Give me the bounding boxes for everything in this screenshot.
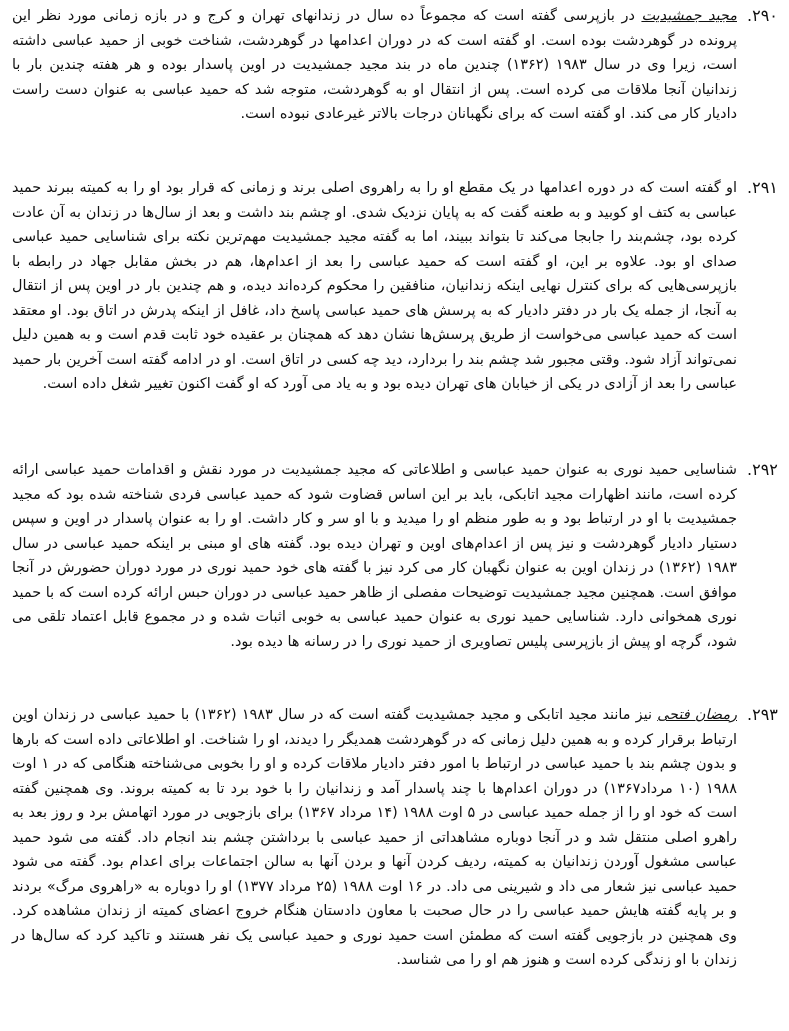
paragraph-body: شناسایی حمید نوری به عنوان حمید عباسی و اطلاعاتی که مجید جمشیدیت در مورد نقش و اقدامات حمید عباسی ارائه کرده است، مانند اظهارات مجید اتابکی، باید بر این اساس قضاوت شود که حمید عباسی فردی شناخته شده بود که مجید جمشیدیت با او در ارتباط بود و به طور منظم او را میدید و با او سر و کار داشت. او را به عنوان پاسدار در اوین و سپس دستیار دادیار گوهردشت و نیز پس از اعدام‌های اوین و تهران دیده بود. گفته های او مبنی بر اینکه حمید عباسی در سال ۱۹۸۳ (۱۳۶۲) در زندان اوین به عنوان نگهبان کار می کرد نیز با گفته های خود حمید نوری در مورد دوران حضورش در آنجا موافق است. همچنین مجید جمشیدیت توضیحات مفصلی از ظاهر حمید عباسی در دوران حبس ارائه کرده است که با حمید نوری همخوانی دارد. شناسایی حمید نوری به عنوان حمید عباسی به خوبی اثبات شده و در مجموع قابل اعتماد تلقی می شود، گرچه او پیش از بازپرسی پلیس تصاویری از حمید نوری را در رسانه ها دیده بود. [12, 462, 738, 650]
witness-name: مجید جمشیدیت [641, 8, 737, 24]
paragraph-body: در بازپرسی گفته است که مجموعاً ده سال در زندانهای تهران و کرج و در بازه زمانی مورد نظر این پرونده در گوهردشت بوده است. او گفته است که در دوران اعدامها در گوهردشت، شناخت خوبی از حمید عباسی داشته است، زیرا وی در سال ۱۹۸۳ (۱۳۶۲) چندین ماه در بند مجید جمشیدیت در اوین پاسدار بوده و هر هفته چندین بار با زندانیان آنجا ملاقات می کرده است. پس از انتقال او به گوهردشت، متوجه شد که حمید عباسی به عنوان دست راست دادیار کار می کند. او گفته است که برای نگهبانان درجات بالاتر غیرعادی نبوده است. [12, 8, 737, 122]
paragraph-291 [12, 176, 778, 397]
paragraph-text [12, 703, 737, 973]
paragraph-body: او گفته است که در دوره اعدامها در یک مقطع او را به راهروی اصلی برند و زمانی که قرار بود او را به کمیته ببرند حمید عباسی به کتف او کوبید و به طعنه گفت که به پایان نزدیک شدی. او چشم بند داشت و بعد از سال‌ها در زندان به آن عادت کرده بود، چشم‌بند را جابجا می‌کند تا بتواند ببیند، اما به گفته مجید جمشیدیت مهم‌ترین نکته برای شناسایی حمید عباسی صدای او بود. علاوه بر این، او گفته است که حمید عباسی را بعد از اعدام‌ها، هم در بخش مقابل جهاد در رابطه با بازپرسی‌هایی که برای کنترل نهایی اینکه زندانیان، منافقین را محکوم کرده‌اند دیده، و هم چندین بار در اوین پس از انتقال به آنجا، از جمله یک بار در دفتر دادیار که به پرسش های حمید عباسی پاسخ داد، غافل از اینکه پدرش در اتاق بود. او معتقد است که حمید عباسی می‌خواست از طریق پرسش‌ها نشان دهد که همچنان بر عقیده خود ثابت قدم است و به همین دلیل نمی‌تواند آزاد شود. وقتی مجبور شد چشم بند را بردارد، دید چه کسی در اتاق است. او در ادامه گفته است آخرین بار حمید عباسی را بعد از آزادی در یکی از خیابان های تهران دیده بود و به یاد می آورد که او گفت اکنون تغییر شغل داده است. [12, 180, 737, 392]
paragraph-body: نیز مانند مجید اتابکی و مجید جمشیدیت گفته است که در سال ۱۹۸۳ (۱۳۶۲) با حمید عباسی در زندان اوین ارتباط برقرار کرده و به همین دلیل زمانی که در گوهردشت همدیگر را دیدند، او را شناخت. او اطلاعاتی داده است که بارها و بدون چشم بند با حمید عباسی در ارتباط با امور دفتر دادیار ملاقات کرده و او را بخوبی می‌شناخته هنگامی که در ۱ اوت ۱۹۸۸ (۱۰ مرداد۱۳۶۷) در دوران اعدام‌ها با چند پاسدار آمد و زندانیان را با خود برد تا به کمیته بروند. وی همچنین گفته است که خود او را از جمله حمید عباسی در ۵ اوت ۱۹۸۸ (۱۴ مرداد ۱۳۶۷) برای بازجویی در مورد اتهامش برد و روز بعد به راهرو اصلی منتقل شد و در آنجا دوباره مشاهداتی از حمید عباسی با برداشتن چشم بند انجام داد. گفته می شود حمید عباسی مشغول آوردن زندانیان به کمیته، ردیف کردن آنها و بردن آنها به سالن اجتماعات برای اعدام بود. گفته می شود حمید عباسی نیز شعار می داد و شیرینی می داد. در ۱۶ اوت ۱۹۸۸ (۲۵ مرداد ۱۳۷۷) او را دوباره به «راهروی مرگ» بردند و بر پایه گفته هایش حمید عباسی را در حال صحبت با معاون دادستان هنگام خروج اعضای کمیته از زندان مشاهده کرد. وی همچنین در بازجویی گفته است که مطمئن است حمید نوری و حمید عباسی یک نفر هستند و تاکید کرد که سال‌ها در زندان با او زندگی کرده است و هنوز هم او را می شناسد. [12, 707, 737, 968]
paragraph-290 [12, 4, 778, 127]
paragraph-292 [12, 458, 778, 654]
paragraph-number: ۲۹۰. [747, 6, 778, 25]
paragraph-number: ۲۹۳. [747, 705, 778, 724]
paragraph-text [12, 458, 737, 654]
paragraph-number: ۲۹۲. [747, 460, 778, 479]
witness-name: رمضان فتحی [657, 707, 737, 723]
paragraph-text [12, 176, 737, 397]
paragraph-text [12, 4, 737, 127]
paragraph-number: ۲۹۱. [747, 178, 778, 197]
paragraph-293 [12, 703, 778, 973]
